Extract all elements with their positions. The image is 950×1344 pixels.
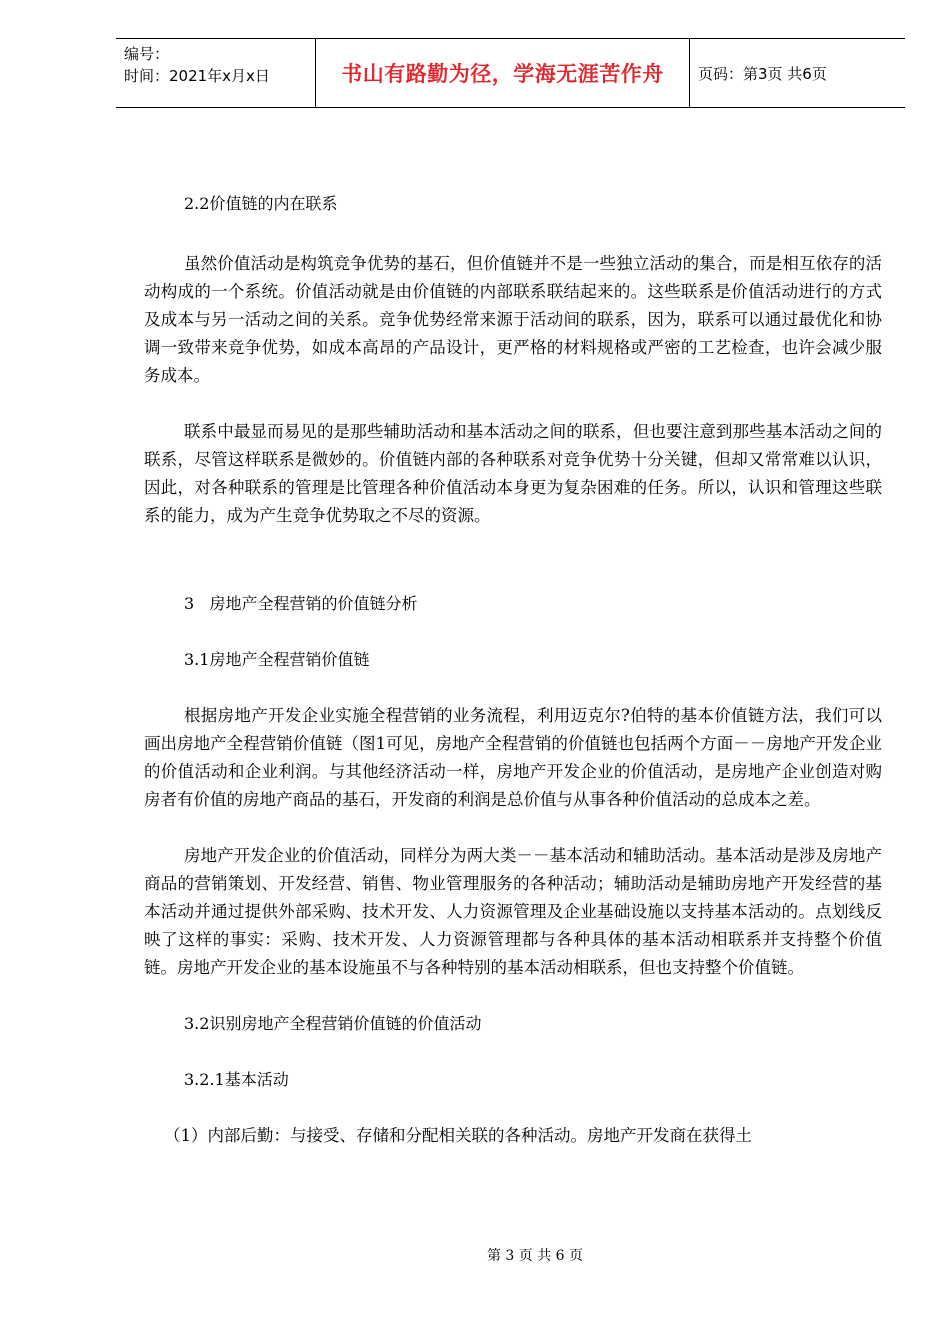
- section-heading-3-2-1: 3.2.1基本活动: [184, 1070, 289, 1089]
- paragraph-3: 根据房地产开发企业实施全程营销的业务流程，利用迈克尔?伯特的基本价值链方法，我们可以画出房地产全程营销价值链（图1可见，房地产全程营销的价值链也包括两个方面－－房地产开发企业的价值活动和企业利润。与其他经济活动一样，房地产开发企业的价值活动，是房地产企业创造对购房者有价值的房地产商品的基石，开发商的利润是总价值与从事各种价值活动的总成本之差。: [144, 706, 882, 809]
- section-heading-3-1: 3.1房地产全程营销价值链: [184, 650, 370, 669]
- paragraph-4: 房地产开发企业的价值活动，同样分为两大类－－基本活动和辅助活动。基本活动是涉及房地产商品的营销策划、开发经营、销售、物业管理服务的各种活动；辅助活动是辅助房地产开发经营的基本活动并通过提供外部采购、技术开发、人力资源管理及企业基础设施以支持基本活动的。点划线反映了这样的事实：采购、技术开发、人力资源管理都与各种具体的基本活动相联系并支持整个价值链。房地产开发企业的基本设施虽不与各种特别的基本活动相联系，但也支持整个价值链。: [144, 846, 882, 977]
- page-footer: 第 3 页 共 6 页: [486, 1248, 584, 1264]
- document-time-label: 时间：2021年x月x日: [124, 67, 270, 85]
- document-body: [144, 190, 882, 1150]
- paragraph-5: （1）内部后勤：与接受、存储和分配相关联的各种活动。房地产开发商在获得土: [164, 1126, 752, 1145]
- paragraph-1: 虽然价值活动是构筑竞争优势的基石，但价值链并不是一些独立活动的集合，而是相互依存的活动构成的一个系统。价值活动就是由价值链的内部联系联结起来的。这些联系是价值活动进行的方式及成本与另一活动之间的关系。竞争优势经常来源于活动间的联系，因为，联系可以通过最优化和协调一致带来竞争优势，如成本高昂的产品设计，更严格的材料规格或严密的工艺检查，也许会减少服务成本。: [144, 254, 882, 385]
- document-number-label: 编号：: [124, 45, 170, 63]
- section-heading-3: 3 房地产全程营销的价值链分析: [184, 594, 418, 613]
- header-meta-cell: [116, 39, 316, 107]
- header-page-info: 页码：第3页 共6页: [698, 64, 827, 83]
- section-heading-2-2: 2.2价值链的内在联系: [184, 194, 338, 213]
- page-header: [116, 38, 905, 108]
- section-heading-3-2: 3.2识别房地产全程营销价值链的价值活动: [184, 1014, 482, 1033]
- paragraph-2: 联系中最显而易见的是那些辅助活动和基本活动之间的联系，但也要注意到那些基本活动之间的联系，尽管这样联系是微妙的。价值链内部的各种联系对竞争优势十分关键，但却又常常难以认识，因此，对各种联系的管理是比管理各种价值活动本身更为复杂困难的任务。所以，认识和管理这些联系的能力，成为产生竞争优势取之不尽的资源。: [144, 422, 882, 525]
- header-motto: 书山有路勤为径，学海无涯苦作舟: [316, 39, 690, 107]
